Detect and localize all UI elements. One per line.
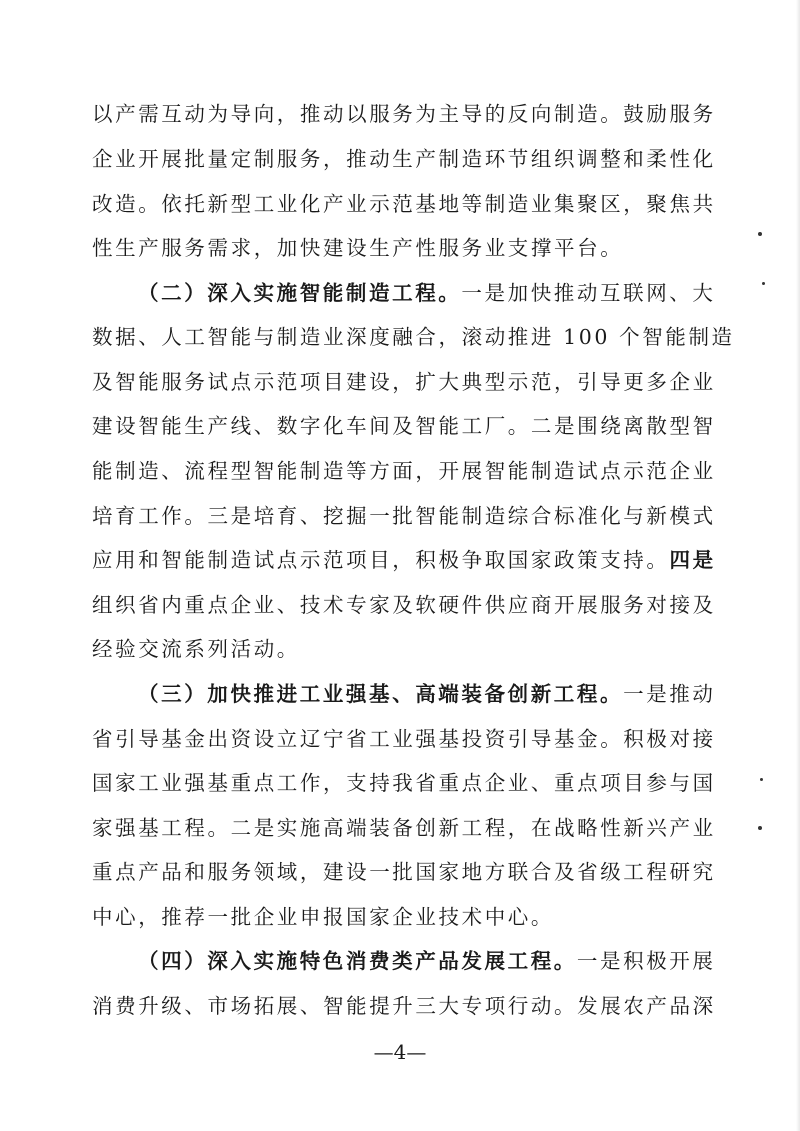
- paragraph-2-line-8: 组织省内重点企业、技术专家及软硬件供应商开展服务对接及: [92, 593, 716, 617]
- scan-speck: [758, 826, 762, 830]
- paragraph-4-line-1: [138, 947, 716, 975]
- scan-speck: [760, 778, 763, 781]
- scan-edge-shadow: [796, 0, 800, 1131]
- paragraph-1-line-4: 性生产服务需求，加快建设生产性服务业支撑平台。: [92, 236, 624, 260]
- paragraph-3-line-6: 中心，推荐一批企业申报国家企业技术中心。: [92, 905, 554, 929]
- paragraph-2-line-5: 能制造、流程型智能制造等方面，开展智能制造试点示范企业: [92, 459, 716, 483]
- paragraph-3-line-3: 国家工业强基重点工作，支持我省重点企业、重点项目参与国: [92, 771, 716, 795]
- paragraph-2-line-4: 建设智能生产线、数字化车间及智能工厂。二是围绕离散型智: [92, 414, 716, 438]
- paragraph-2-line-1-text: 一是加快推动互联网、大: [461, 281, 716, 305]
- paragraph-4-line-1-text: 一是积极开展: [576, 949, 716, 973]
- paragraph-3-line-1-text: 一是推动: [623, 682, 716, 706]
- section-heading-2: （二）深入实施智能制造工程。: [138, 281, 462, 305]
- paragraph-2-line-1: [138, 279, 716, 307]
- section-heading-4: （四）深入实施特色消费类产品发展工程。: [138, 949, 577, 973]
- scan-speck: [758, 232, 762, 236]
- paragraph-1-line-2: 企业开展批量定制服务，推动生产制造环节组织调整和柔性化: [92, 147, 716, 171]
- paragraph-2-line-3: 及智能服务试点示范项目建设，扩大典型示范，引导更多企业: [92, 370, 716, 394]
- paragraph-1-line-3: 改造。依托新型工业化产业示范基地等制造业集聚区，聚焦共: [92, 192, 716, 216]
- paragraph-3-line-1: [138, 680, 716, 708]
- paragraph-3-line-4: 家强基工程。二是实施高端装备创新工程，在战略性新兴产业: [92, 816, 716, 840]
- scan-speck: [762, 282, 765, 285]
- paragraph-3-line-2: 省引导基金出资设立辽宁省工业强基投资引导基金。积极对接: [92, 727, 716, 751]
- paragraph-1-line-1: 以产需互动为导向，推动以服务为主导的反向制造。鼓励服务: [92, 102, 716, 126]
- page-number: —4—: [373, 1040, 427, 1064]
- paragraph-2-line-7: [92, 546, 716, 574]
- paragraph-2-line-9: 经验交流系列活动。: [92, 637, 300, 661]
- paragraph-2-line-7-bold: 四是: [669, 548, 716, 572]
- paragraph-2-line-6: 培育工作。三是培育、挖掘一批智能制造综合标准化与新模式: [92, 504, 716, 528]
- paragraph-2-line-2: 数据、人工智能与制造业深度融合，滚动推进 100 个智能制造: [92, 325, 735, 349]
- paragraph-2-line-7-text: 应用和智能制造试点示范项目，积极争取国家政策支持。: [92, 548, 670, 572]
- paragraph-4-line-2: 消费升级、市场拓展、智能提升三大专项行动。发展农产品深: [92, 994, 716, 1018]
- section-heading-3: （三）加快推进工业强基、高端装备创新工程。: [138, 682, 624, 706]
- paragraph-3-line-5: 重点产品和服务领域，建设一批国家地方联合及省级工程研究: [92, 860, 716, 884]
